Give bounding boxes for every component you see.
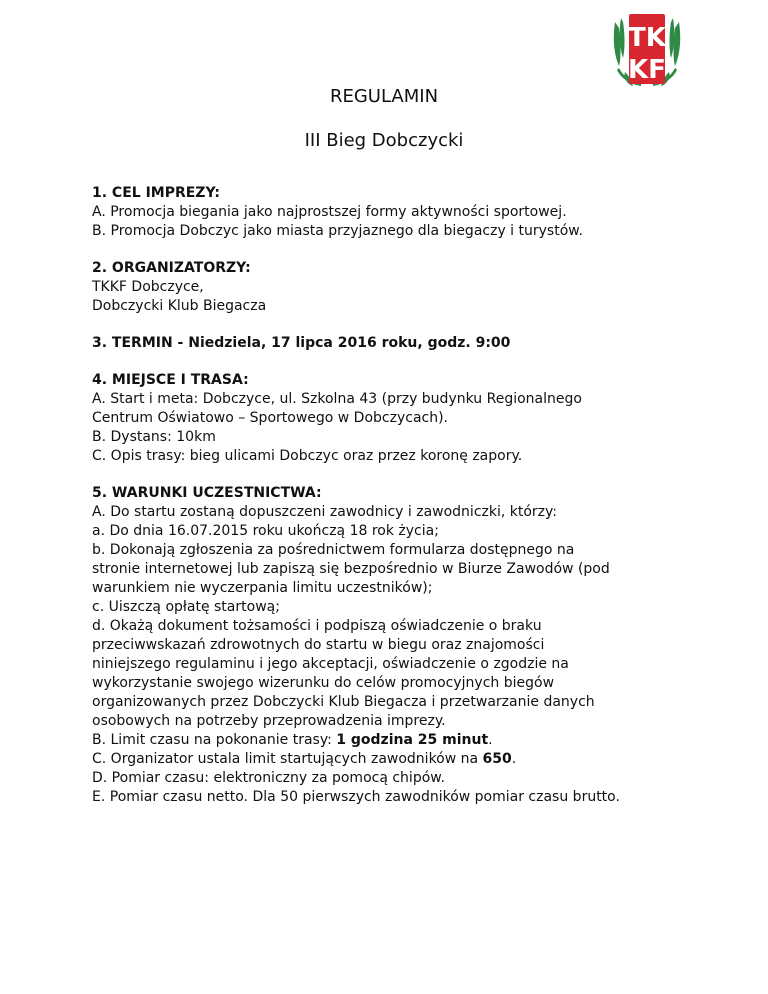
logo-text-top: TK — [628, 23, 666, 53]
participant-cap-suffix: . — [511, 751, 517, 767]
text-line: B. Dystans: 10km — [92, 429, 216, 445]
participant-cap-prefix: C. Organizator ustala limit startujących zawodników na — [92, 751, 483, 767]
text-line: C. Opis trasy: bieg ulicami Dobczyc oraz przez koronę zapory. — [92, 448, 523, 464]
text-line: stronie internetowej lub zapiszą się bezpośrednio w Biurze Zawodów (pod — [92, 561, 610, 577]
document-body — [92, 184, 732, 825]
participant-cap-line — [92, 750, 732, 769]
page-subtitle: III Bieg Dobczycki — [304, 130, 464, 151]
text-line: A. Start i meta: Dobczyce, ul. Szkolna 43 (przy budynku Regionalnego — [92, 391, 582, 407]
text-line: Centrum Oświatowo – Sportowego w Dobczycach). — [92, 410, 449, 426]
text-line: niniejszego regulaminu i jego akceptacji, oświadczenie o zgodzie na — [92, 656, 569, 672]
text-line: a. Do dnia 16.07.2015 roku ukończą 18 rok życia; — [92, 523, 439, 539]
time-limit-suffix: . — [488, 732, 493, 748]
time-limit-prefix: B. Limit czasu na pokonanie trasy: — [92, 732, 337, 748]
time-limit-line — [92, 731, 732, 750]
section-miejsce — [92, 371, 732, 466]
text-line: przeciwwskazań zdrowotnych do startu w biegu oraz znajomości — [92, 637, 545, 653]
text-line: A. Do startu zostaną dopuszczeni zawodnicy i zawodniczki, którzy: — [92, 504, 558, 520]
section-organizatorzy — [92, 259, 732, 316]
text-line: A. Promocja biegania jako najprostszej formy aktywności sportowej. — [92, 204, 567, 220]
text-line: B. Promocja Dobczyc jako miasta przyjaznego dla biegaczy i turystów. — [92, 223, 583, 239]
participant-cap-value: 650 — [482, 751, 512, 767]
text-line: TKKF Dobczyce, — [92, 279, 204, 295]
section-termin — [92, 334, 732, 353]
section-heading: 3. TERMIN - Niedziela, 17 lipca 2016 roku, godz. 9:00 — [92, 335, 511, 351]
section-cel — [92, 184, 732, 241]
section-heading: 2. ORGANIZATORZY: — [92, 260, 251, 276]
section-heading: 5. WARUNKI UCZESTNICTWA: — [92, 485, 322, 501]
page-title: REGULAMIN — [329, 86, 439, 107]
text-line: organizowanych przez Dobczycki Klub Biegacza i przetwarzanie danych — [92, 694, 595, 710]
text-line: Dobczycki Klub Biegacza — [92, 298, 267, 314]
text-line: osobowych na potrzeby przeprowadzenia imprezy. — [92, 713, 446, 729]
text-line: b. Dokonają zgłoszenia za pośrednictwem formularza dostępnego na — [92, 542, 575, 558]
time-limit-value: 1 godzina 25 minut — [336, 732, 489, 748]
text-line: D. Pomiar czasu: elektroniczny za pomocą chipów. — [92, 770, 445, 786]
text-line: d. Okażą dokument tożsamości i podpiszą oświadczenie o braku — [92, 618, 542, 634]
logo-text-bottom: KF — [628, 55, 666, 85]
tkkf-logo — [611, 12, 683, 88]
text-line: c. Uiszczą opłatę startową; — [92, 599, 280, 615]
section-heading: 1. CEL IMPREZY: — [92, 185, 220, 201]
section-warunki — [92, 484, 732, 807]
text-line: warunkiem nie wyczerpania limitu uczestników); — [92, 580, 433, 596]
text-line: wykorzystanie swojego wizerunku do celów promocyjnych biegów — [92, 675, 555, 691]
section-heading: 4. MIEJSCE I TRASA: — [92, 372, 249, 388]
text-line: E. Pomiar czasu netto. Dla 50 pierwszych zawodników pomiar czasu brutto. — [92, 789, 620, 805]
